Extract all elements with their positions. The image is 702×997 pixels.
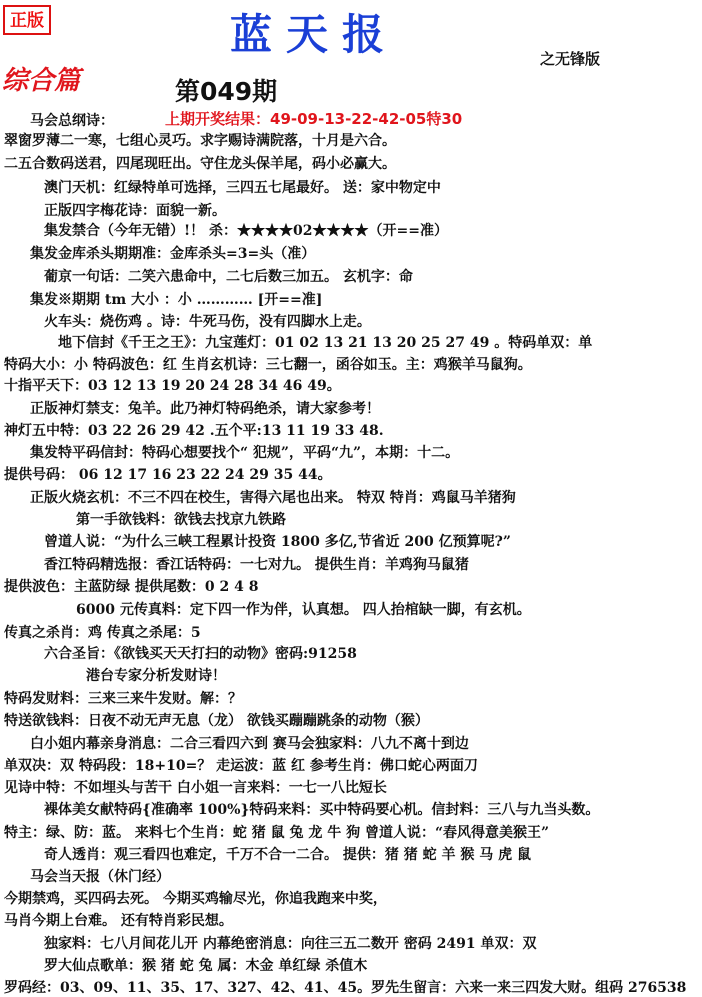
text-line: 马会总纲诗： [30,113,114,129]
text-line: 葡京一句话：二笑六患命中，二七后数三加五。 玄机字：命 [44,269,413,285]
text-line: 罗码经：03、09、11、35、17、327、42、41、45。罗先生留言：六来一来三四发大财。组码 276538 [4,980,687,996]
text-line: 正版四字梅花诗：面貌一新。 [44,203,226,219]
text-line: 见诗中特：不如埋头与苦干 白小姐一言来料：一七一八比短长 [4,780,387,796]
genuine-badge: 正版 [3,5,51,35]
text-line: 裸体美女献特码{准确率 100%}特码来料：买中特码要心机。信封料：三八与九当头数。 [44,802,600,818]
text-line: 十指平天下：03 12 13 19 20 24 28 34 46 49。 [4,378,341,394]
text-line: 马肖今期上台难。 还有特肖彩民想。 [4,913,233,929]
text-line: 集发特平码信封：特码心想要找个“ 犯规”，平码“九”，本期：十二。 [30,445,460,461]
edition-label: 之无锋版 [540,50,601,68]
text-line: 罗大仙点歌单：猴 猪 蛇 兔 属：木金 单红绿 杀值木 [44,958,368,974]
text-line: 单双决：双 特码段：18+10=？ 走运波：蓝 红 参考生肖：佛口蛇心两面刀 [4,758,478,774]
text-line: 二五合数码送君，四尾现旺出。守住龙头保羊尾，码小必赢大。 [4,156,396,172]
text-line: 奇人透肖：观三看四也难定，千万不合一二合。 提供：猪 猪 蛇 羊 猴 马 虎 鼠 [44,847,531,863]
text-line: 正版火烧玄机：不三不四在校生，害得六尾也出来。 特双 特肖：鸡鼠马羊猪狗 [30,490,516,506]
text-line: 提供号码： 06 12 17 16 23 22 24 29 35 44。 [4,467,332,483]
text-line: 第一手欲钱料：欲钱去找京九铁路 [76,512,286,528]
text-line: 澳门天机：红绿特单可选择，三四五七尾最好。 送：家中物定中 [44,180,441,196]
text-line: 集发※期期 tm 大小 ：小 ………… [开==准] [30,292,323,308]
text-line: 正版神灯禁支：兔羊。此乃神灯特码绝杀，请大家参考！ [30,401,380,417]
text-line: 集发禁合（今年无错）!！ 杀：★★★★02★★★★（开==准） [44,223,448,239]
issue-number: 第049期 [175,77,278,106]
text-line: 独家料：七八月间花儿开 内幕绝密消息：向往三五二数开 密码 2491 单双：双 [44,936,537,952]
text-line: 特码大小：小 特码波色：红 生肖玄机诗：三七翻一，函谷如玉。主：鸡猴羊马鼠狗。 [4,357,532,373]
text-line: 神灯五中特：03 22 26 29 42 .五个平:13 11 19 33 48. [4,423,384,439]
text-line: 六合圣旨：《欲钱买天天打扫的动物》密码:91258 [44,646,357,662]
text-line: 香江特码精选报：香江话特码：一七对九。 提供生肖：羊鸡狗马鼠猪 [44,557,469,573]
text-line: 马会当天报（休门经） [30,869,170,885]
text-line: 6000 元传真料：定下四一作为伴，认真想。 四人抬棺缺一脚，有玄机。 [76,602,531,618]
masthead-title: 蓝天报 [230,10,399,59]
text-line: 港台专家分析发财诗！ [86,668,226,684]
text-line: 曾道人说：“为什么三峡工程累计投资 1800 多亿,节省近 200 亿预算呢?” [44,534,511,550]
text-line: 地下信封《千王之王》：九宝莲灯：01 02 13 21 13 20 25 27 49 。特码单双：单 [58,335,593,351]
text-line: 特码发财料：三来三来牛发财。解：？ [4,691,242,707]
text-line: 翠窗罗薄二一寒，七组心灵巧。求字赐诗满院落，十月是六合。 [4,133,396,149]
text-line: 传真之杀肖：鸡 传真之杀尾：5 [4,625,201,641]
text-line: 特主：绿、防：蓝。 来料七个生肖：蛇 猪 鼠 兔 龙 牛 狗 曾道人说：“春风得意美猴王” [4,825,550,841]
text-line: 今期禁鸡，买四码去死。 今期买鸡输尽光，你追我跑来中奖， [4,891,387,907]
text-line: 火车头：烧伤鸡 。诗：牛死马伤，没有四脚水上走。 [44,314,371,330]
text-line: 白小姐内幕亲身消息：二合三看四六到 赛马会独家料：八九不离十到边 [30,736,469,752]
last-result: 上期开奖结果：49-09-13-22-42-05特30 [165,110,463,128]
text-line: 特送欲钱料：日夜不动无声无息（龙） 欲钱买蹦蹦跳条的动物（猴） [4,713,429,729]
text-line: 提供波色：主蓝防绿 提供尾数：0 2 4 8 [4,579,259,595]
section-title: 综合篇 [2,66,81,96]
text-line: 集发金库杀头期期准：金库杀头=3=头（准） [30,246,316,262]
